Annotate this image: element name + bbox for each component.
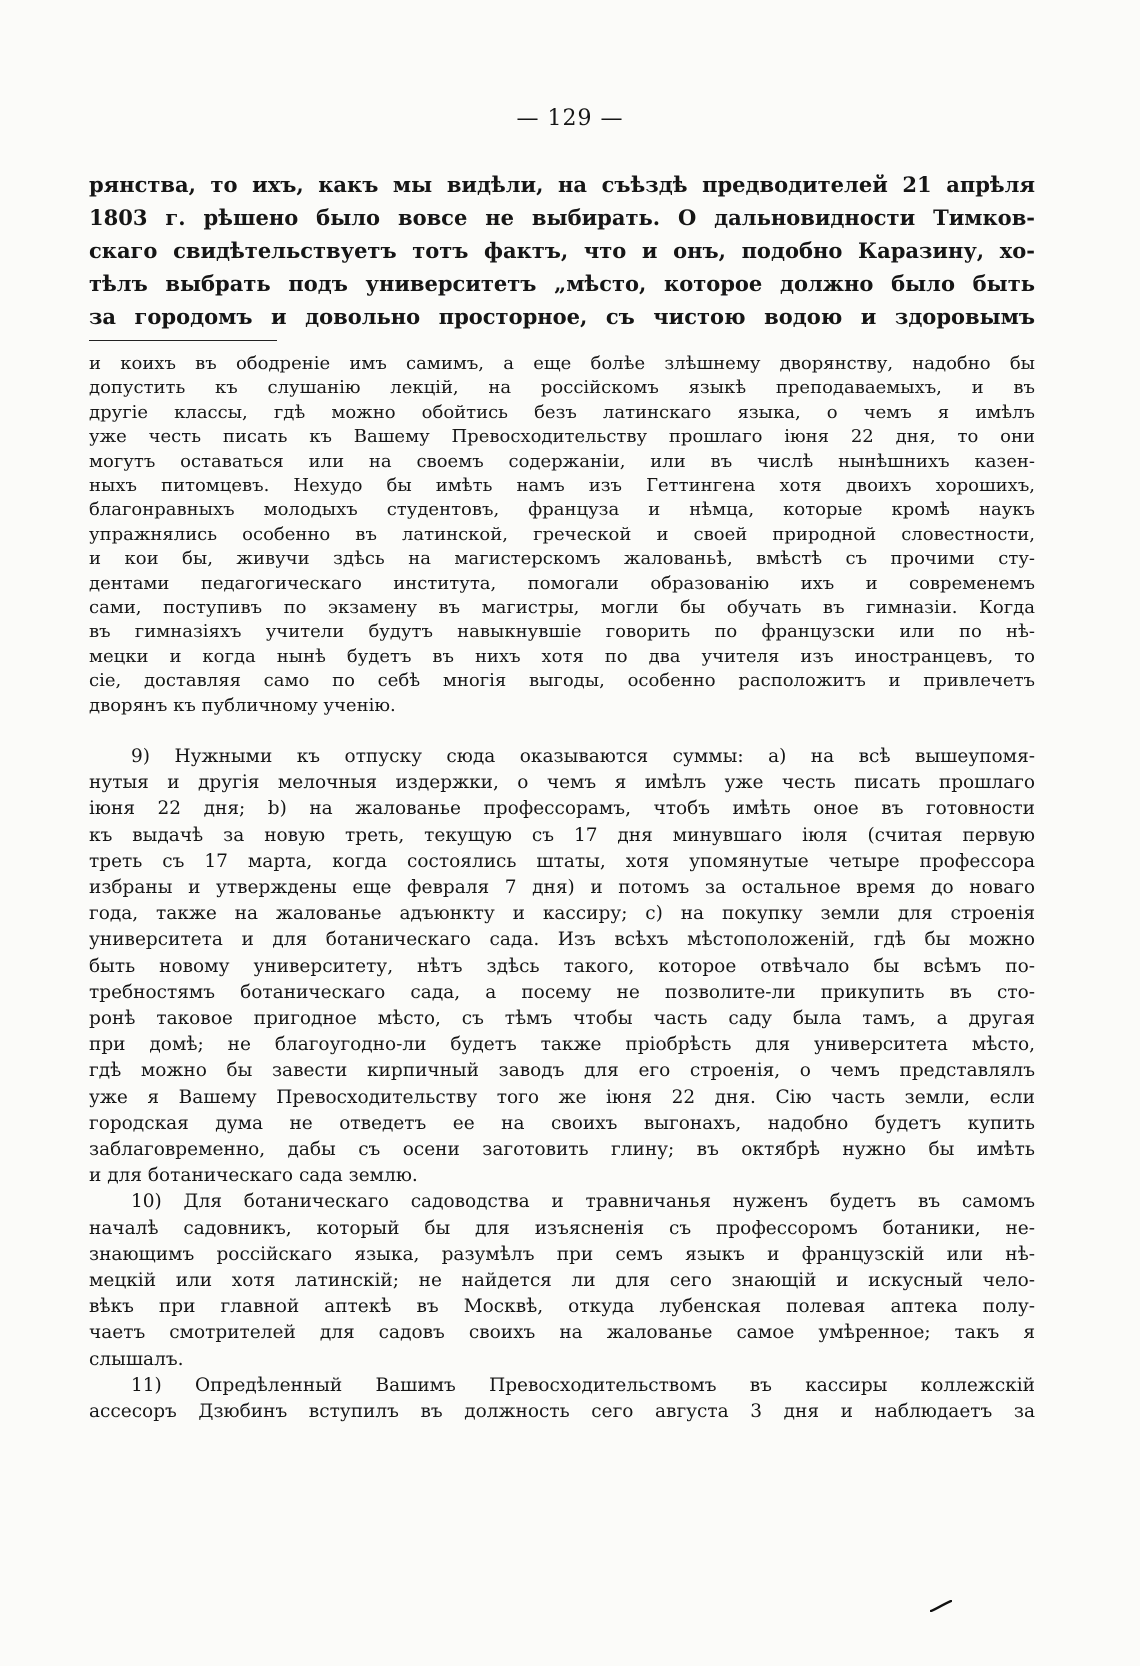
note-line: мецки и когда нынѣ будетъ въ нихъ хотя по два учителя изъ иностранцевъ, то — [89, 645, 1035, 667]
paragraph-9-line: къ выдачѣ за новую треть, текущую съ 17 дня минувшаго іюля (считая первую — [89, 824, 1035, 846]
paragraph-10-line: началѣ садовникъ, который бы для изъясненія съ профессоромъ ботаники, не- — [89, 1217, 1035, 1239]
paragraph-11-line: 11) Опредѣленный Вашимъ Превосходительствомъ въ кассиры коллежскій — [131, 1374, 1035, 1396]
main-line: 1803 г. рѣшено было вовсе не выбирать. О дальновидности Тимков- — [89, 205, 1035, 230]
note-line: благонравныхъ молодыхъ студентовъ, француза и нѣмца, которые кромѣ наукъ — [89, 499, 1035, 521]
paragraph-11-line: ассесоръ Дзюбинъ вступилъ въ должность сего августа 3 дня и наблюдаетъ за — [89, 1401, 1035, 1423]
paragraph-9-line: года, также на жалованье адъюнкту и кассиру; c) на покупку земли для строенія — [89, 903, 1035, 925]
note-line: дентами педагогическаго института, помогали образованію ихъ и современемъ — [89, 572, 1035, 594]
page-number: — 129 — — [516, 106, 624, 131]
paragraph-10-line: чаетъ смотрителей для садовъ своихъ на жалованье самое умѣренное; такъ я — [89, 1322, 1035, 1344]
main-line: рянства, то ихъ, какъ мы видѣли, на съѣздѣ предводителей 21 апрѣля — [89, 172, 1035, 197]
note-line: упражнялись особенно въ латинской, греческой и своей природной словестности, — [89, 523, 1035, 545]
paragraph-10-line: 10) Для ботаническаго садоводства и травничанья нуженъ будетъ въ самомъ — [131, 1191, 1035, 1213]
paragraph-9-line: ронѣ таковое пригодное мѣсто, съ тѣмъ чтобы часть саду была тамъ, а другая — [89, 1008, 1035, 1030]
note-line: другіе классы, гдѣ можно обойтись безъ латинскаго языка, о чемъ я имѣлъ — [89, 401, 1035, 423]
main-line: скаго свидѣтельствуетъ тотъ фактъ, что и онъ, подобно Каразину, хо- — [89, 238, 1035, 263]
paragraph-9-line: 9) Нужными къ отпуску сюда оказываются суммы: a) на всѣ вышеупомя- — [131, 746, 1035, 767]
note-line: и коихъ въ ободреніе имъ самимъ, а еще болѣе злѣшнему дворянству, надобно бы — [89, 353, 1035, 374]
paragraph-9-line: быть новому университету, нѣтъ здѣсь такого, которое отвѣчало бы всѣмъ по- — [89, 955, 1035, 977]
main-text — [89, 168, 1035, 333]
paragraph-9-line: городская дума не отведетъ ее на своихъ выгонахъ, надобно будетъ купить — [89, 1112, 1035, 1134]
paragraph-9-line: нутыя и другія мелочныя издержки, о чемъ я имѣлъ уже честь писать прошлаго — [89, 772, 1035, 794]
main-line: тѣлъ выбрать подъ университетъ „мѣсто, которое должно было быть — [89, 271, 1035, 296]
paragraph-9-line: гдѣ можно бы завести кирпичный заводъ для его строенія, о чемъ представлялъ — [89, 1060, 1035, 1082]
paragraph-10-line: мецкій или хотя латинскій; не найдется ли для сего знающій и искусный чело- — [89, 1270, 1035, 1292]
paragraph-9-line: избраны и утверждены еще февраля 7 дня) и потомъ за остальное время до новаго — [89, 877, 1035, 899]
main-line: за городомъ и довольно просторное, съ чистою водою и здоровымъ — [89, 304, 1035, 329]
note-line: допустить къ слушанію лекцій, на россійскомъ языкѣ преподаваемыхъ, и въ — [89, 377, 1035, 399]
note-line: сами, поступивъ по экзамену въ магистры, могли бы обучать въ гимназіи. Когда — [89, 597, 1035, 619]
paragraph-9-line: при домѣ; не благоугодно-ли будетъ также пріобрѣсть для университета мѣсто, — [89, 1034, 1035, 1056]
letter-body — [89, 744, 1035, 1425]
paragraph-9-line: іюня 22 дня; b) на жалованье профессорамъ, чтобъ имѣть оное въ готовности — [89, 798, 1035, 820]
note-line: могутъ оставаться или на своемъ содержаніи, или въ числѣ нынѣшнихъ казен- — [89, 450, 1035, 472]
paragraph-9-line: заблаговременно, дабы съ осени заготовить глину; въ октябрѣ нужно бы имѣть — [89, 1139, 1035, 1161]
note-line: и кои бы, живучи здѣсь на магистерскомъ жалованьѣ, вмѣстѣ съ прочими сту- — [89, 548, 1035, 570]
pencil-mark-icon — [930, 1600, 952, 1612]
paragraph-10-line: вѣкъ при главной аптекѣ въ Москвѣ, откуда лубенская полевая аптека полу- — [89, 1296, 1035, 1318]
paragraph-9-line: треть съ 17 марта, когда состоялись штаты, хотя упомянутые четыре профессора — [89, 850, 1035, 872]
note-line: въ гимназіяхъ учители будутъ навыкнувшіе говорить по французски или по нѣ- — [89, 621, 1035, 643]
paragraph-9-line: университета и для ботаническаго сада. Изъ всѣхъ мѣстоположеній, гдѣ бы можно — [89, 929, 1035, 951]
note-line: дворянъ къ публичному ученію. — [89, 694, 396, 716]
note-line: уже честь писать къ Вашему Превосходительству прошлаго іюня 22 дня, то они — [89, 426, 1035, 448]
note-line: ныхъ питомцевъ. Нехудо бы имѣть намъ изъ Геттингена хотя двоихъ хорошихъ, — [89, 475, 1035, 497]
note-line: сіе, доставляя само по себѣ многія выгоды, особенно расположитъ и привлечетъ — [89, 670, 1035, 692]
paragraph-9-line: требностямъ ботаническаго сада, а посему не позволите-ли прикупить въ сто- — [89, 981, 1035, 1003]
paragraph-9-line: и для ботаническаго сада землю. — [89, 1165, 418, 1187]
quoted-letter — [89, 352, 1035, 718]
paragraph-10-line: знающимъ россійскаго языка, разумѣлъ при семъ языкъ и французскій или нѣ- — [89, 1243, 1035, 1265]
footnote-divider — [89, 340, 277, 341]
paragraph-9-line: уже я Вашему Превосходительству того же іюня 22 дня. Сію часть земли, если — [89, 1086, 1035, 1108]
paragraph-10-line: слышалъ. — [89, 1348, 184, 1370]
